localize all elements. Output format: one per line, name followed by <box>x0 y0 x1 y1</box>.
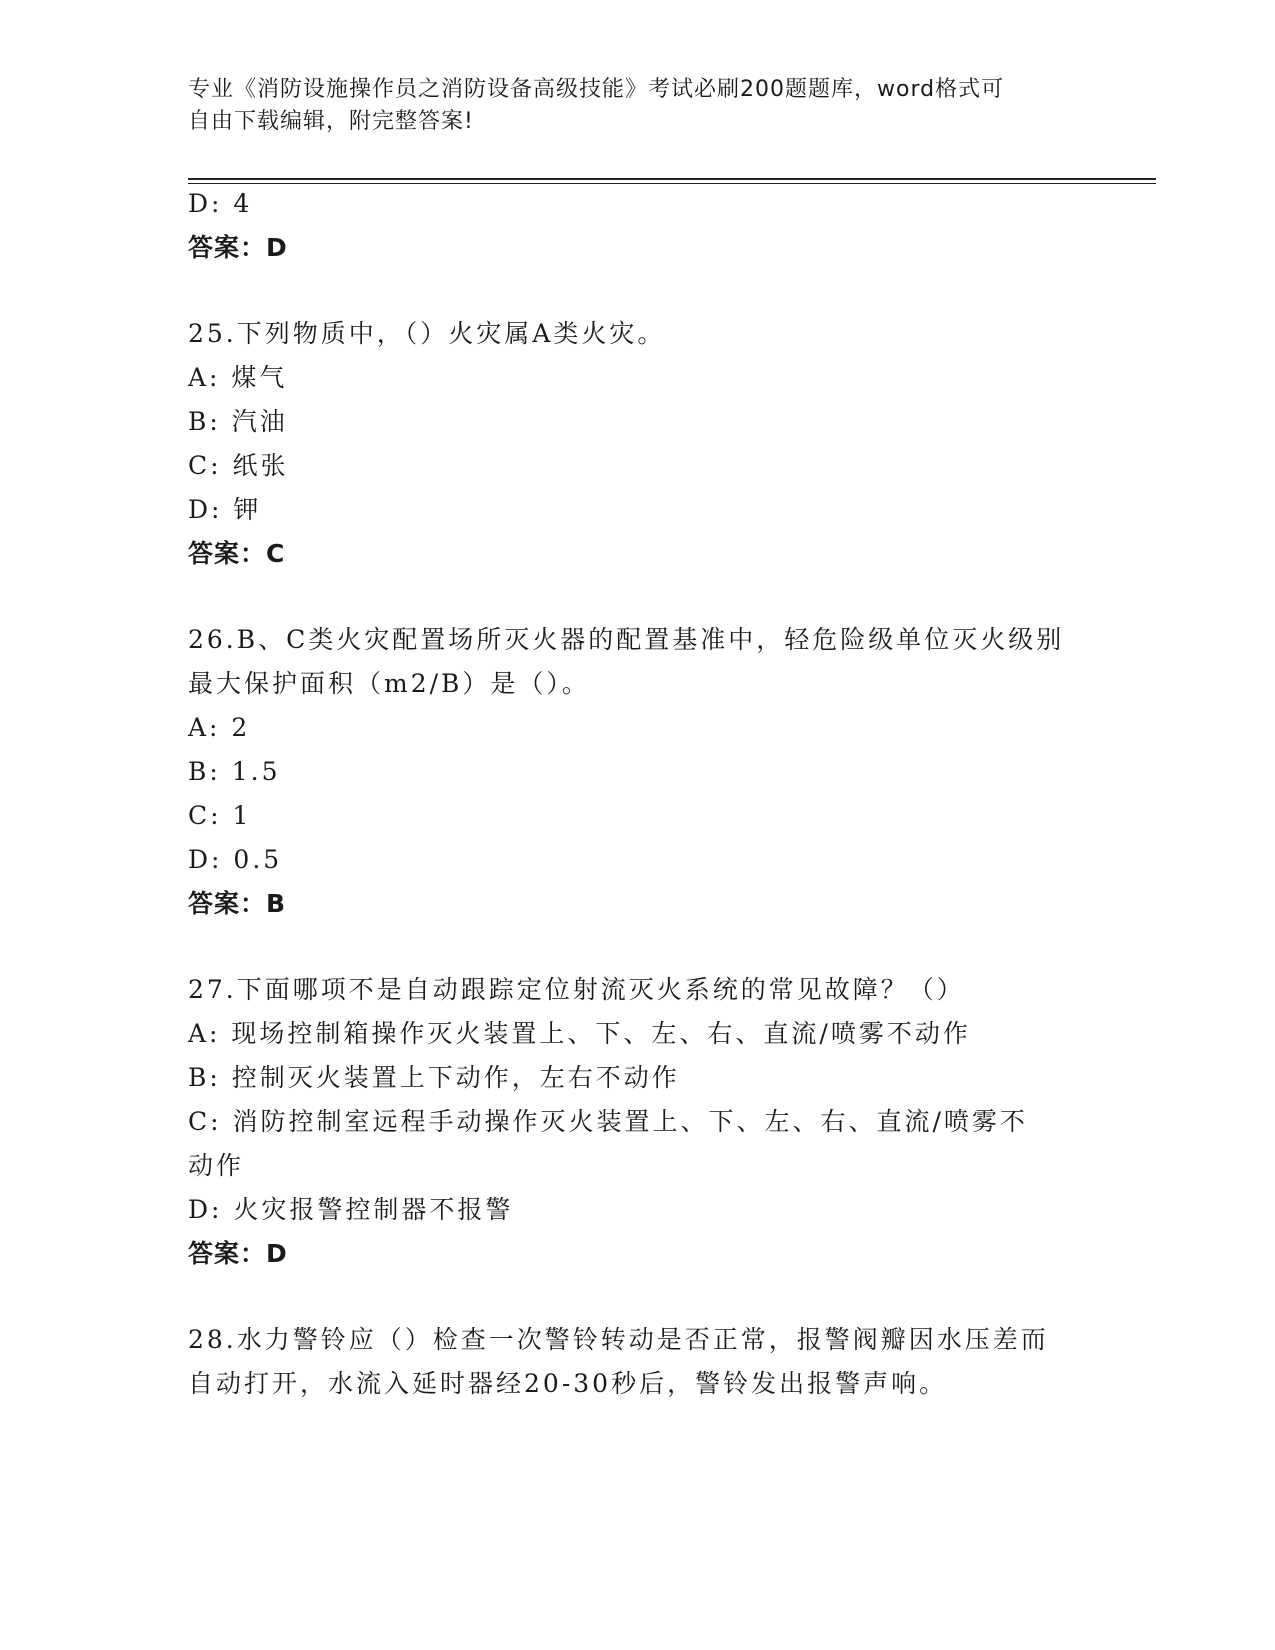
prev-answer: 答案：D <box>188 233 288 262</box>
q25-stem: 25.下列物质中，（）火灾属A类火灾。 <box>188 319 666 348</box>
q27-option-a: A: 现场控制箱操作灭火装置上、下、左、右、直流/喷雾不动作 <box>188 1019 971 1048</box>
q28-stem-line-2: 自动打开，水流入延时器经20-30秒后，警铃发出报警声响。 <box>188 1369 948 1398</box>
q25-answer: 答案：C <box>188 539 286 568</box>
q26-option-c: C: 1 <box>188 801 252 830</box>
document-header <box>188 74 1068 138</box>
q27-answer: 答案：D <box>188 1239 288 1268</box>
q26-answer: 答案：B <box>188 889 287 918</box>
q26-option-b: B: 1.5 <box>188 757 281 786</box>
q26-stem-line-1: 26.B、C类火灾配置场所灭火器的配置基准中，轻危险级单位灭火级别 <box>188 625 1065 654</box>
header-line-1: 专业《消防设施操作员之消防设备高级技能》考试必刷200题题库，word格式可 <box>188 77 1005 102</box>
q28-stem-line-1: 28.水力警铃应（）检查一次警铃转动是否正常，报警阀瓣因水压差而 <box>188 1325 1049 1354</box>
prev-option-d: D: 4 <box>188 189 253 218</box>
header-line-2: 自由下载编辑，附完整答案! <box>188 109 474 134</box>
q25-option-d: D: 钾 <box>188 495 262 524</box>
q25-option-b: B: 汽油 <box>188 407 288 436</box>
q25-option-c: C: 纸张 <box>188 451 289 480</box>
q25-option-a: A: 煤气 <box>188 363 288 392</box>
q27-option-c-line-2: 动作 <box>188 1151 245 1180</box>
q26-option-d: D: 0.5 <box>188 845 283 874</box>
header-divider <box>188 178 1156 180</box>
q27-stem: 27.下面哪项不是自动跟踪定位射流灭火系统的常见故障？（） <box>188 975 965 1004</box>
q26-option-a: A: 2 <box>188 713 251 742</box>
header-divider-thin <box>188 183 1156 184</box>
q27-option-b: B: 控制灭火装置上下动作，左右不动作 <box>188 1063 680 1092</box>
q26-stem-line-2: 最大保护面积（m2/B）是（）。 <box>188 669 590 698</box>
q27-option-d: D: 火灾报警控制器不报警 <box>188 1195 514 1224</box>
q27-option-c-line-1: C: 消防控制室远程手动操作灭火装置上、下、左、右、直流/喷雾不 <box>188 1107 1028 1136</box>
